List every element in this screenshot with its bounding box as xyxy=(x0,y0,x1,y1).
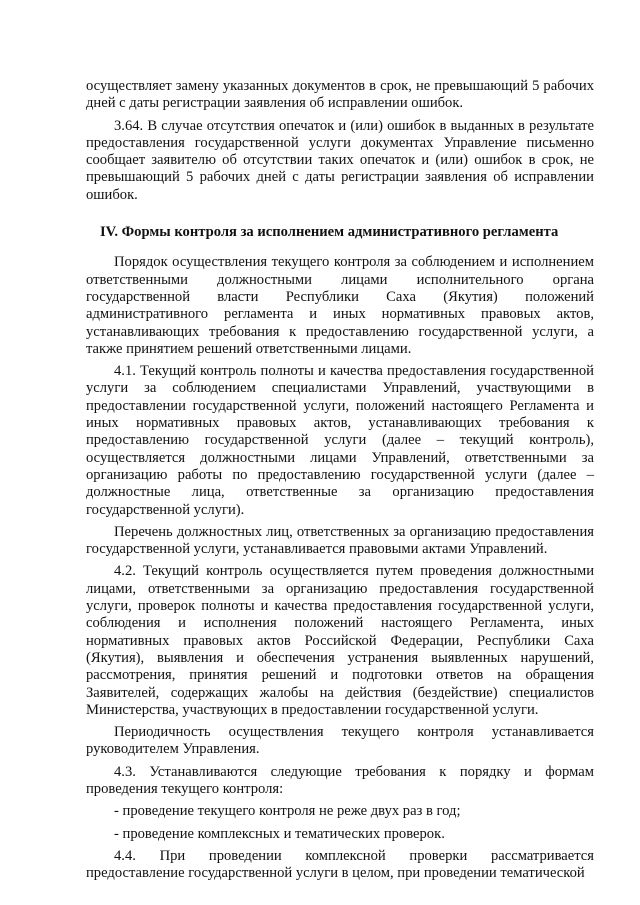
section-heading: IV. Формы контроля за исполнением административного регламента xyxy=(100,224,559,241)
list-item-2: - проведение комплексных и тематических проверок. xyxy=(114,825,445,842)
paragraph-4-1: 4.1. Текущий контроль полноты и качества предоставления государственной услуги за соблюдением специалистами Управлений, участвующими в предоставлении государственной услуги, положений настоящего Регламента и иных нормативных правовых актов, устанавливающих требования к предоставлению государственной услуги (далее – текущий контроль), осуществляется должностными лицами Управлений, ответственными за организацию работы по предоставлению государственной услуги (далее – должностные лица, ответственные за организацию предоставления государственной услуги). xyxy=(86,363,594,518)
paragraph-3-64: 3.64. В случае отсутствия опечаток и (или) ошибок в выданных в результате предоставления государственной услуги документах Управление письменно сообщает заявителю об отсутствии таких опечаток и (или) ошибок в срок, не превышающий 5 рабочих дней с даты регистрации заявления об исправлении ошибок. xyxy=(86,117,594,203)
paragraph-4-3: 4.3. Устанавливаются следующие требования к порядку и формам проведения текущего контроля: xyxy=(86,763,594,797)
list-item-1: - проведение текущего контроля не реже двух раз в год; xyxy=(114,803,461,820)
paragraph-intro: Порядок осуществления текущего контроля за соблюдением и исполнением ответственными должностными лицами исполнительного органа государственной власти Республики Саха (Якутия) положений административного регламента и иных нормативных правовых актов, устанавливающих требования к предоставлению государственной услуги, а также принятием решений ответственными лицами. xyxy=(86,254,594,357)
paragraph-4-4: 4.4. При проведении комплексной проверки рассматривается предоставление государственной услуги в целом, при проведении тематической xyxy=(86,847,594,882)
paragraph-periodicity: Периодичность осуществления текущего контроля устанавливается руководителем Управления. xyxy=(86,724,594,758)
paragraph-continuation: осуществляет замену указанных документов в срок, не превышающий 5 рабочих дней с даты регистрации заявления об исправлении ошибок. xyxy=(86,78,594,112)
paragraph-officials-list: Перечень должностных лиц, ответственных за организацию предоставления государственной услуги, устанавливается правовыми актами Управлений. xyxy=(86,523,594,558)
document-body xyxy=(86,78,594,887)
paragraph-4-2: 4.2. Текущий контроль осуществляется путем проведения должностными лицами, ответственными за организацию предоставления государственной услуги, проверок полноты и качества предоставления государственной услуги, соблюдения и исполнения положений настоящего Регламента, иных нормативных правовых актов Российской Федерации, Республики Саха (Якутия), выявления и обеспечения устранения выявленных нарушений, рассмотрения, принятия решений и подготовки ответов на обращения Заявителей, содержащих жалобы на действия (бездействие) специалистов Министерства, участвующих в предоставлении государственной услуги. xyxy=(86,563,594,718)
